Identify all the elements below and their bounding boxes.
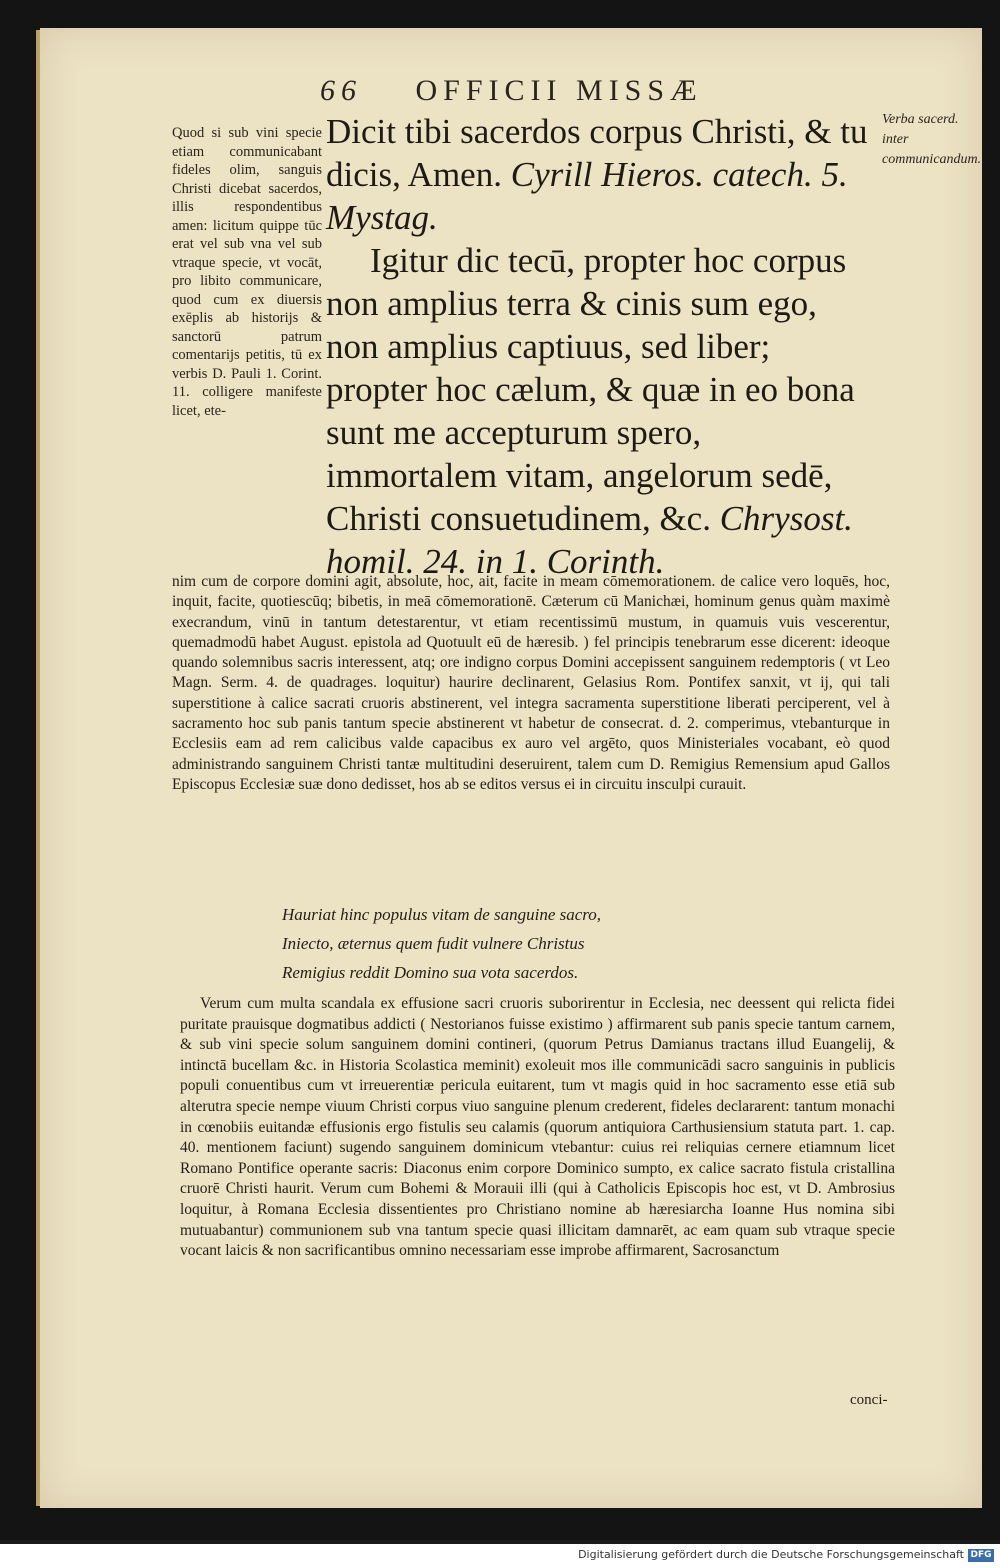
quotation-paragraph-1: [326, 110, 878, 239]
verse-line: Hauriat hinc populus vitam de sanguine sacro,: [282, 905, 602, 924]
quotation-2-text: Igitur dic tecū, propter hoc corpus non amplius terra & cinis sum ego, non amplius captiuus, sed liber; propter hoc cælum, & quæ in eo bona sunt me accepturum spero, immortalem vitam, angelorum sedē, Christi consuetudinem, &c.: [326, 241, 855, 538]
quotation-1-citation: Cyrill Hieros. catech. 5. Mystag.: [326, 155, 848, 237]
running-title: OFFICII MISSÆ: [415, 74, 703, 107]
quotation-paragraph-2: [326, 239, 878, 583]
verse-line: Iniecto, æternus quem fudit vulnere Christus: [282, 934, 585, 953]
margin-note-right: Verba sacerd. inter communicandum.: [882, 112, 982, 167]
quotation-block: [326, 110, 878, 583]
verse-line: Remigius reddit Domino sua vota sacerdos.: [282, 963, 579, 982]
footer-bar: [0, 1544, 1000, 1568]
margin-note-left: Quod si sub vini specie etiam communicabant fideles olim, sanguis Christi dicebat sacerdos, illis respondentibus amen: licitum quippe tūc erat vel sub vna vel sub vtraque specie, vt vocāt, pro libito communicare, quod cum ex diuersis exēplis ab historijs & sanctorū patrum comentarijs petitis, tū ex verbis D. Pauli 1. Corint. 11. colligere manifeste licet, ete-: [172, 125, 322, 419]
funding-credit: Digitalisierung gefördert durch die Deutsche Forschungsgemeinschaft: [578, 1548, 964, 1561]
body-paragraph-2: [180, 994, 895, 1262]
page-number: 66: [320, 74, 362, 107]
page-header: [320, 74, 800, 108]
quotation-2-citation: Chrysost. homil. 24. in 1. Corinth.: [326, 499, 853, 581]
body-paragraph-1: [172, 572, 890, 795]
dfg-logo-icon: DFG: [968, 1549, 994, 1562]
body-paragraph-2-text: Verum cum multa scandala ex effusione sacri cruoris suborirentur in Ecclesia, nec deessent qui relicta fidei puritate prauisque dogmatibus addicti ( Nestorianos fuisse existimo ) affirmarent sub panis specie tantum carnem, & sub vini specie solum sanguinem domini contineri, (quorum Petrus Damianus tractans illud Euangelij, & intinctā bucellam &c. in Historia Scolastica meminit) exoleuit mos ille communicādi sacro sanguinis in publicis populi conuentibus cum vt irreuerentiæ pericula euitarent, tum vt magis quid in hoc sacramento esse etiā sub alterutra specie nempe viuum Christi corpus viuo sanguine plenum crederent, fideles declararent: tantum monachi in cœnobiis euitandæ effusionis ergo fistulis seu calamis (quorum antiquiora Carthusiensium statuta part. 1. cap. 40. mentionem faciunt) sugendo sanguinem dominicum vtebantur: cuius rei reliquias cernere etiamnum licet Romano Pontifice operante sacris: Diaconus enim corpore Dominico sumpto, ex calice sacrato fistula cristallina cruorē Christi haurit. Verum cum Bohemi & Morauii illi (qui à Catholicis Episcopis hoc est, vt D. Ambrosius loquitur, à Romana Ecclesia dissentientes pro Christiano nomine ab hæresiarcha Ioanne Hus nomina sibi mutuabantur) communionem sub vna tantum specie quasi illicitam damnarēt, ac eam quam sub vtraque specie vocant laicis & non sacrificantibus omnino necessariam esse improbe affirmarent, Sacrosanctum: [180, 995, 895, 1260]
body-paragraph-1-text: nim cum de corpore domini agit, absolute, hoc, ait, facite in meam cōmemorationem. de calice vero loquēs, hoc, inquit, facite, quotiescūq; bibetis, in meā cōmemorationē. Cæterum cū Manichæi, hominum genus quàm maximè execrandum, vinū in tantum detestarentur, vt etiam recentissimū mustum, in quamuis vuis vescerentur, quemadmodū habet August. epistola ad Quotuult eū de hæresib. ) fel principis tenebrarum esse dicerent: ideoque quando solemnibus sacris interessent, atq; ore indigno corpus Domini accepissent sanguinem redemptoris ( vt Leo Magn. Serm. 4. de quadrages. loquitur) haurire declinarent, Gelasius Rom. Pontifex sanxit, vt ij, qui tali superstitione à calice sacrati cruoris abstinerent, vel integra sacramenta superstitione liberati perciperent, vel à sacramento hoc sub panis tantum specie abstinerent vt habetur de consecrat. d. 2. comperimus, vtebanturque in Ecclesiis eam ad rem calicibus valde capacibus ex auro vel argēto, quos Ministeriales vocabant, eò quod administrando sanguinem Christi tantæ multitudini deseruirent, talem cum D. Remigius Remensium apud Gallos Episcopus Ecclesiæ suæ dono dedisset, hos ab se editos versus ei in circuitu insculpi curauit.: [172, 573, 890, 793]
verse-inscription: [282, 900, 842, 987]
quotation-1-text: Dicit tibi sacerdos corpus Christi, & tu dicis, Amen.: [326, 112, 868, 194]
catchword: conci-: [850, 1392, 888, 1408]
